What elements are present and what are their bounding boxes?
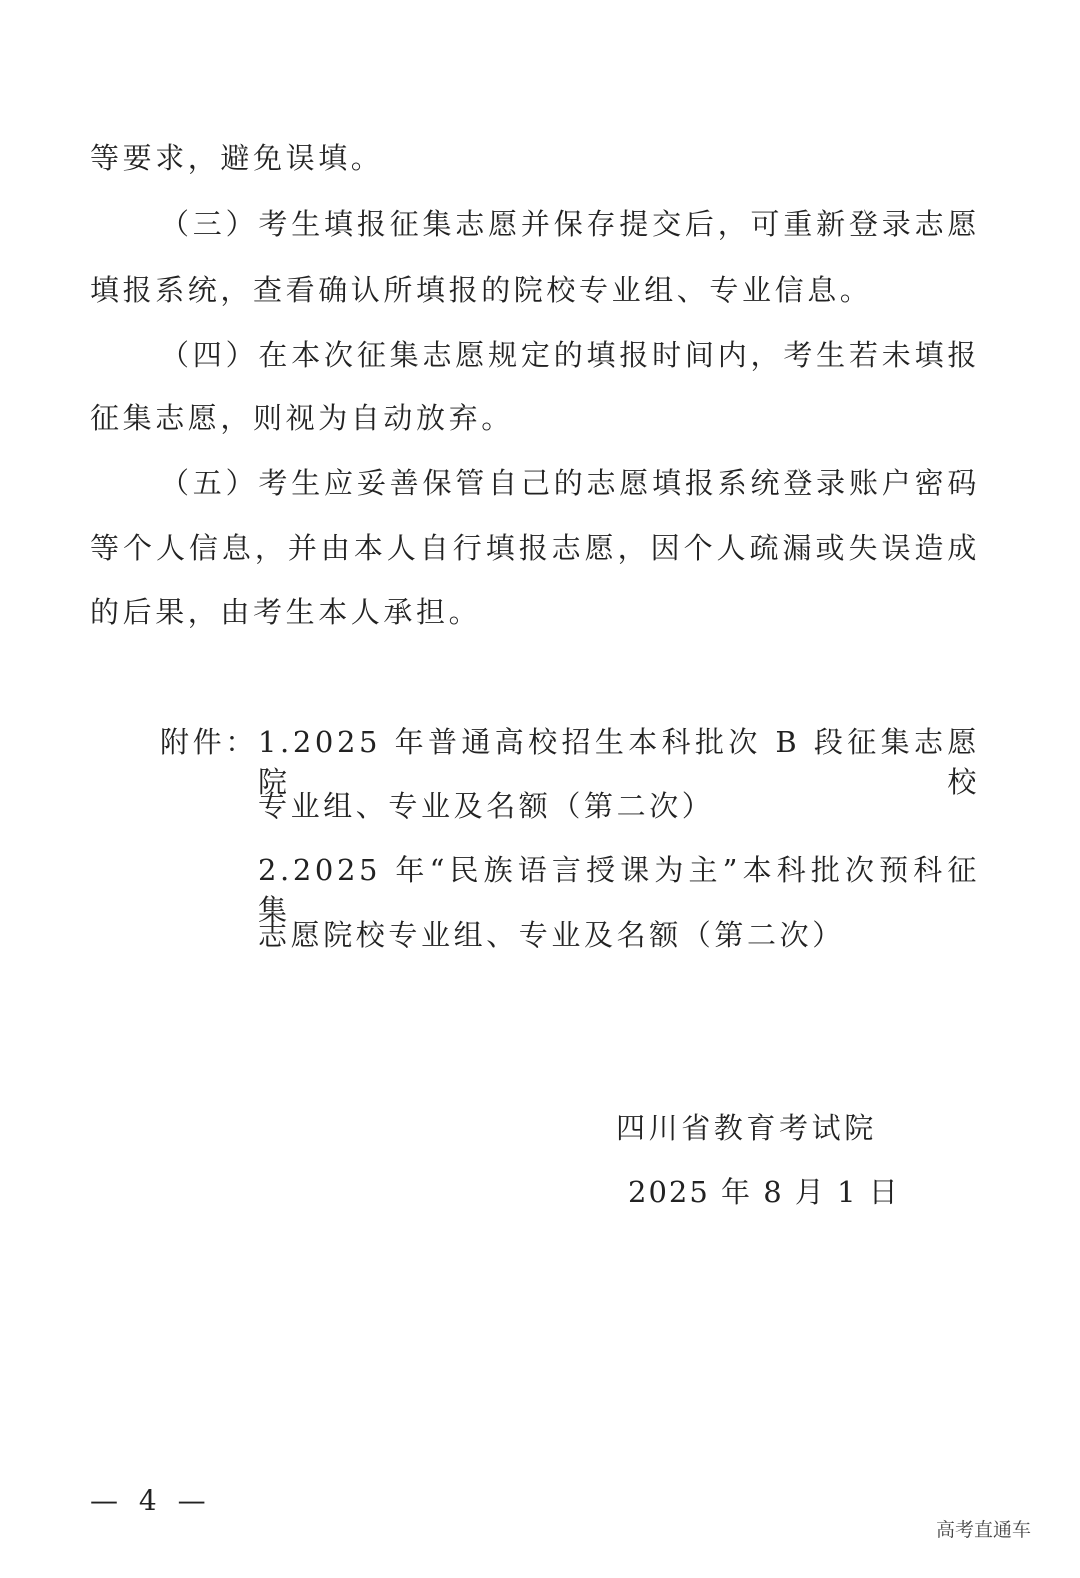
attachment-line: 1.2025 年普通高校招生本科批次 B 段征集志愿院校 [258,725,980,799]
signature-date: 2025 年 8 月 1 日 [628,1175,900,1209]
signature-org: 四川省教育考试院 [616,1111,877,1145]
page-number: — 4 — [90,1484,212,1517]
body-line: （五）考生应妥善保管自己的志愿填报系统登录账户密码 [160,466,980,500]
body-line: （三）考生填报征集志愿并保存提交后，可重新登录志愿 [160,207,980,241]
attachment-line: 专业组、专业及名额（第二次） [258,789,715,823]
body-line: 等个人信息，并由本人自行填报志愿，因个人疏漏或失误造成 [90,531,980,565]
body-line: 的后果，由考生本人承担。 [90,595,482,629]
watermark: 高考直通车 [936,1519,1032,1541]
attachment-line: 2.2025 年“民族语言授课为主”本科批次预科征集 [258,853,980,927]
body-line: 填报系统，查看确认所填报的院校专业组、专业信息。 [90,273,873,307]
body-line: （四）在本次征集志愿规定的填报时间内，考生若未填报 [160,338,980,372]
body-line: 等要求，避免误填。 [90,141,384,175]
body-line: 征集志愿，则视为自动放弃。 [90,401,514,435]
attachment-line: 志愿院校专业组、专业及名额（第二次） [258,918,845,952]
attachments-label: 附件： [160,725,258,759]
